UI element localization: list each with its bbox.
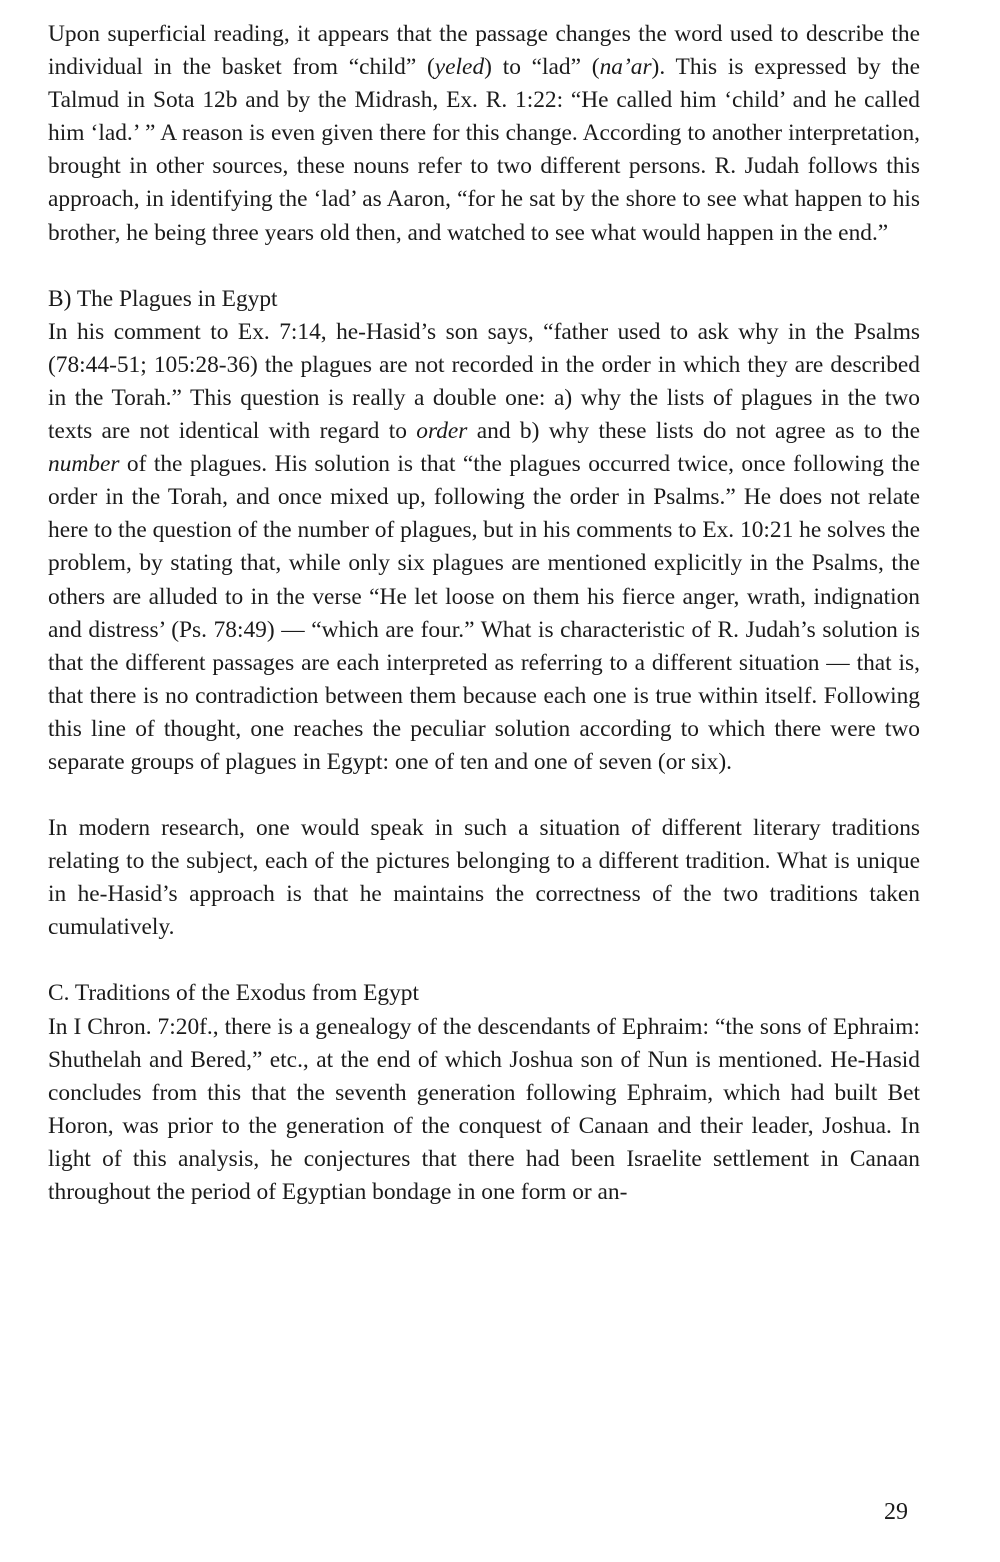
- text-run: and b) why these lists do not agree as to the: [467, 418, 920, 445]
- italic-term-number: number: [48, 451, 120, 478]
- section-b-heading: B) The Plagues in Egypt: [48, 285, 278, 312]
- text-run: of the plagues. His solution is that “the plagues occurred twice, once following the order in the Torah, and once mixed up, following the order in Psalms.” He does not relate here to the question of the number of plagues, but in his comments to Ex. 10:21 he solves the problem, by stating that, while only six plagues are mentioned explicitly in the Psalms, the others are alluded to in the verse “He let loose on them his fierce anger, wrath, indignation and distress’ (Ps. 78:49) — “which are four.” What is characteristic of R. Judah’s solution is that the different passages are each interpreted as referring to a different situation — that is, that there is no contradiction between them because each one is true within itself. Following this line of thought, one reaches the peculiar solution according to which there were two separate groups of plagues in Egypt: one of ten and one of seven (or six).: [48, 451, 920, 775]
- section-b-paragraph-1: [48, 316, 920, 779]
- italic-term-order: order: [416, 418, 468, 445]
- italic-term-yeled: yeled: [434, 54, 485, 81]
- section-c-heading: C. Traditions of the Exodus from Egypt: [48, 980, 420, 1007]
- document-page: [48, 18, 920, 1538]
- page-number: 29: [884, 1499, 908, 1525]
- section-c-paragraph-1: In I Chron. 7:20f., there is a genealogy of the descendants of Ephraim: “the sons of Ephraim: Shuthelah and Bered,” etc., at the end of which Joshua son of Nun is mentioned. He-Hasid concludes from this that the seventh generation following Ephraim, which had built Bet Horon, was prior to the generation of the conquest of Canaan and their leader, Joshua. In light of this analysis, he conjectures that there had been Israelite settlement in Canaan throughout the period of Egyptian bondage in one form or an-: [48, 1013, 920, 1205]
- intro-paragraph: [48, 18, 920, 250]
- paragraph-gap: [48, 944, 920, 977]
- text-run: ) to “lad” (: [484, 54, 600, 81]
- section-b-paragraph-2: In modern research, one would speak in such a situation of different literary traditions relating to the subject, each of the pictures belonging to a different tradition. What is unique in he-Hasid’s approach is that he maintains the correctness of the two traditions taken cumulatively.: [48, 815, 920, 941]
- paragraph-gap: [48, 779, 920, 812]
- text-run: ). This is expressed by the Talmud in Sota 12b and by the Midrash, Ex. R. 1:22: “He called him ‘child’ and he called him ‘lad.’ ” A reason is even given there for this change. According to another interpretation, brought in other sources, these nouns refer to two different persons. R. Judah follows this approach, in identifying the ‘lad’ as Aaron, “for he sat by the shore to see what happen to his brother, he being three years old then, and watched to see what would happen in the end.”: [48, 54, 920, 246]
- italic-term-naar: na’ar: [599, 54, 652, 81]
- text-run: In his comment to Ex. 7:14, he-Hasid’s son says, “father used to ask why in the Psalms (78:44-51; 105:28-36) the plagues are not recorded in the order in which they are described in the Torah.” This question is really a double one: a) why the lists of plagues in the two texts are not identical with regard to: [48, 318, 920, 445]
- text-run: Upon superficial reading, it appears that the passage changes the word used to describe the individual in the basket from “child” (: [48, 21, 920, 81]
- paragraph-gap: [48, 250, 920, 283]
